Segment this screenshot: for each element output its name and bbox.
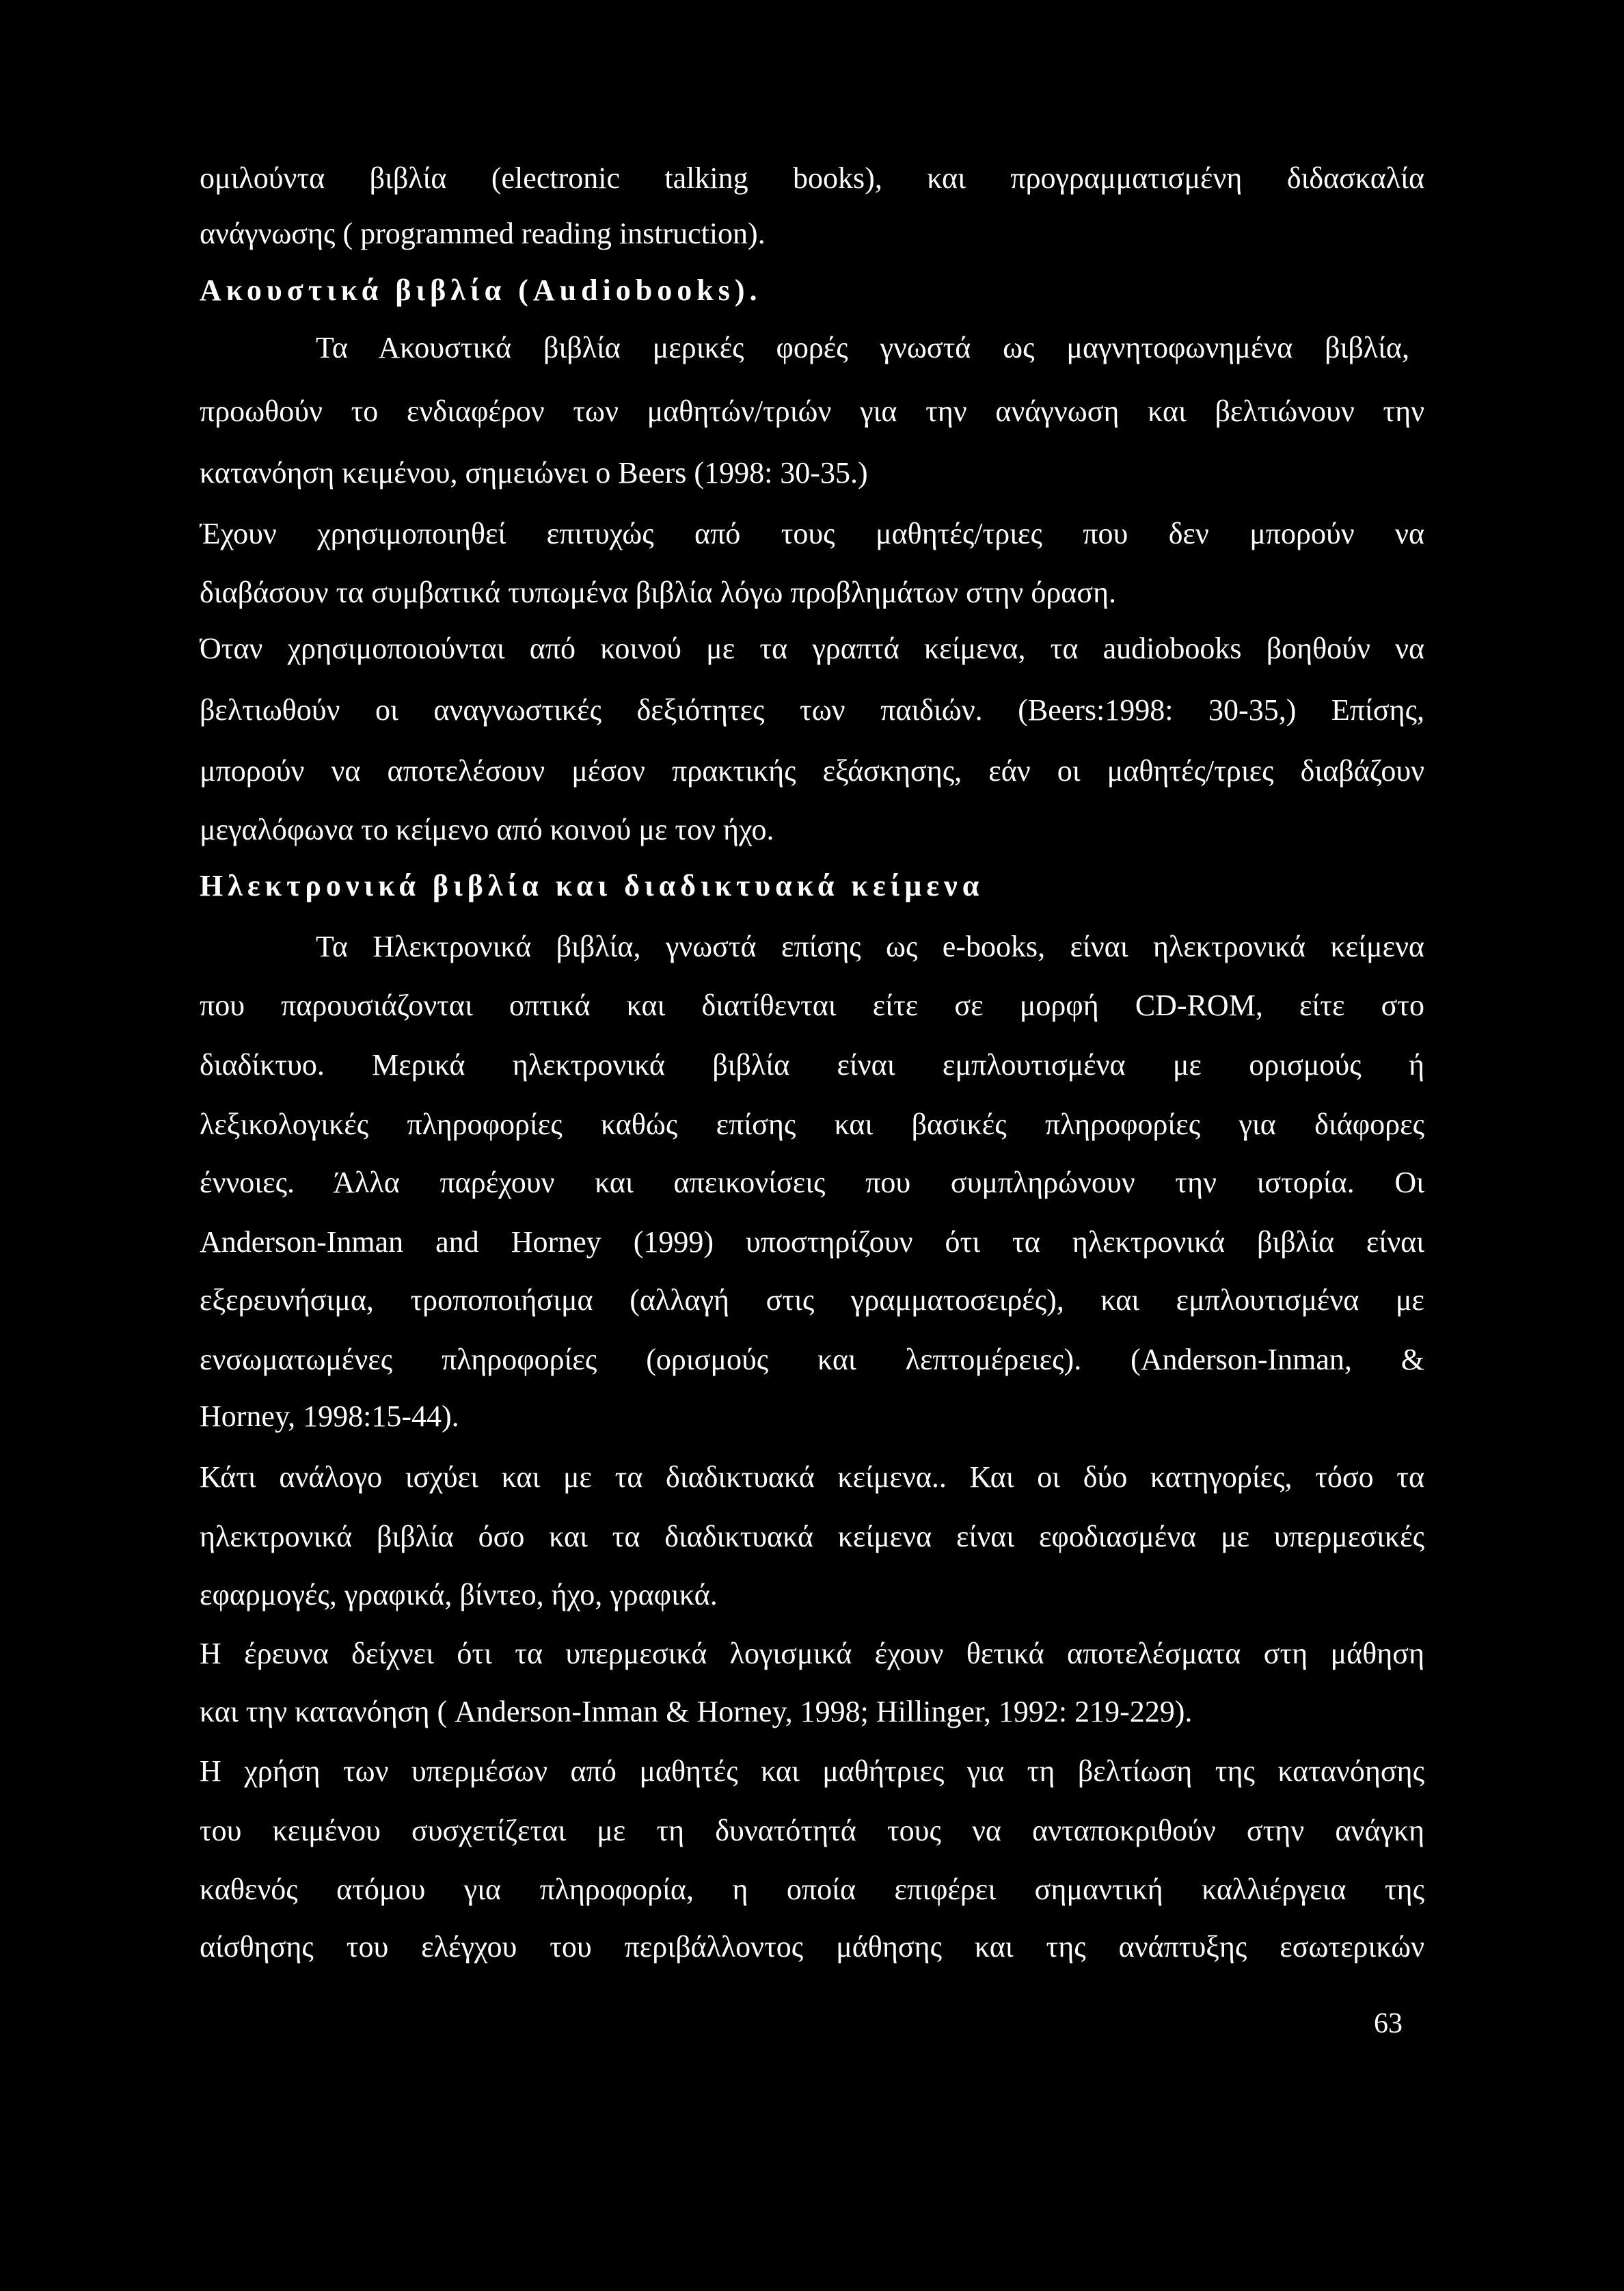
text-line: αίσθησης του ελέγχου του περιβάλλοντος μάθησης και της ανάπτυξης εσωτερικών: [200, 1930, 1424, 1964]
text-line: Τα Ηλεκτρονικά βιβλία, γνωστά επίσης ως e-books, είναι ηλεκτρονικά κείμενα: [316, 930, 1424, 963]
text-line: Η έρευνα δείχνει ότι τα υπερμεσικά λογισμικά έχουν θετικά αποτελέσματα στη μάθηση: [200, 1637, 1424, 1670]
text-line: καθενός ατόμου για πληροφορία, η οποία επιφέρει σημαντική καλλιέργεια της: [200, 1873, 1424, 1906]
text-line: ηλεκτρονικά βιβλία όσο και τα διαδικτυακά κείμενα είναι εφοδιασμένα με υπερμεσικές: [200, 1520, 1424, 1553]
text-line: Anderson-Inman and Horney (1999) υποστηρίζουν ότι τα ηλεκτρονικά βιβλία είναι: [200, 1225, 1424, 1259]
text-line: μπορούν να αποτελέσουν μέσον πρακτικής εξάσκησης, εάν οι μαθητές/τριες διαβάζουν: [200, 754, 1424, 788]
text-line: ομιλούντα βιβλία (electronic talking books), και προγραμματισμένη διδασκαλία: [200, 161, 1424, 195]
text-line: που παρουσιάζονται οπτικά και διατίθενται είτε σε μορφή CD-ROM, είτε στο: [200, 989, 1424, 1022]
text-line: κατανόηση κειμένου, σημειώνει ο Beers (1998: 30-35.): [200, 456, 868, 490]
text-line: ανάγνωσης ( programmed reading instruction).: [200, 217, 766, 250]
text-line: προωθούν το ενδιαφέρον των μαθητών/τριών για την ανάγνωση και βελτιώνουν την: [200, 394, 1424, 428]
section-heading-audiobooks: Ακουστικά βιβλία (Audiobooks).: [200, 273, 762, 307]
section-heading-ebooks: Ηλεκτρονικά βιβλία και διαδικτυακά κείμενα: [200, 869, 984, 902]
text-line: εφαρμογές, γραφικά, βίντεο, ήχο, γραφικά.: [200, 1578, 718, 1611]
text-line: Horney, 1998:15-44).: [200, 1399, 459, 1433]
page-number: 63: [1374, 2008, 1403, 2039]
text-line: Κάτι ανάλογο ισχύει και με τα διαδικτυακά κείμενα.. Και οι δύο κατηγορίες, τόσο τα: [200, 1460, 1424, 1494]
text-line: Έχουν χρησιμοποιηθεί επιτυχώς από τους μαθητές/τριες που δεν μπορούν να: [200, 517, 1424, 550]
text-line: του κειμένου συσχετίζεται με τη δυνατότητά τους να ανταποκριθούν στην ανάγκη: [200, 1814, 1424, 1847]
text-line: Η χρήση των υπερμέσων από μαθητές και μαθήτριες για τη βελτίωση της κατανόησης: [200, 1754, 1424, 1788]
text-line: εξερευνήσιμα, τροποποιήσιμα (αλλαγή στις γραμματοσειρές), και εμπλουτισμένα με: [200, 1283, 1424, 1317]
text-line: λεξικολογικές πληροφορίες καθώς επίσης και βασικές πληροφορίες για διάφορες: [200, 1108, 1424, 1141]
text-line: και την κατανόηση ( Anderson-Inman & Horney, 1998; Hillinger, 1992: 219-229).: [200, 1695, 1193, 1728]
text-line: Τα Ακουστικά βιβλία μερικές φορές γνωστά ως μαγνητοφωνημένα βιβλία,: [316, 331, 1409, 364]
text-line: βελτιωθούν οι αναγνωστικές δεξιότητες των παιδιών. (Beers:1998: 30-35,) Επίσης,: [200, 693, 1424, 727]
text-line: έννοιες. Άλλα παρέχουν και απεικονίσεις που συμπληρώνουν την ιστορία. Οι: [200, 1166, 1424, 1199]
text-line: διαβάσουν τα συμβατικά τυπωμένα βιβλία λόγω προβλημάτων στην όραση.: [200, 576, 1117, 609]
text-line: ενσωματωμένες πληροφορίες (ορισμούς και λεπτομέρειες). (Anderson-Inman, &: [200, 1343, 1424, 1376]
text-line: Όταν χρησιμοποιούνται από κοινού με τα γραπτά κείμενα, τα audiobooks βοηθούν να: [200, 632, 1424, 665]
text-line: μεγαλόφωνα το κείμενο από κοινού με τον ήχο.: [200, 813, 774, 846]
text-line: διαδίκτυο. Μερικά ηλεκτρονικά βιβλία είναι εμπλουτισμένα με ορισμούς ή: [200, 1048, 1424, 1082]
